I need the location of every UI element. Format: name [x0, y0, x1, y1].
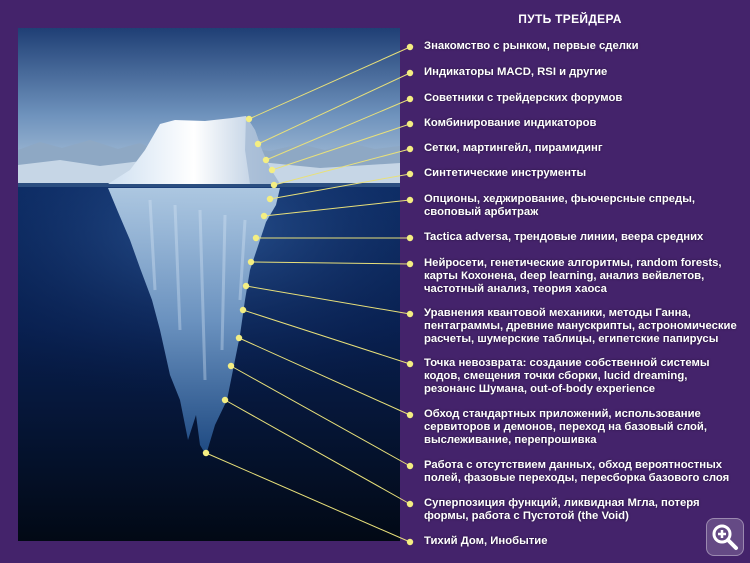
label-dot: [407, 261, 413, 267]
level-label: Сетки, мартингейл, пирамидинг: [424, 142, 603, 154]
label-dot: [407, 121, 413, 127]
iceberg-dot: [203, 450, 209, 456]
label-dot: [407, 412, 413, 418]
iceberg-dot: [240, 307, 246, 313]
iceberg-dot: [222, 397, 228, 403]
label-dot: [407, 171, 413, 177]
label-dot: [407, 70, 413, 76]
iceberg-dot: [246, 116, 252, 122]
iceberg-dot: [269, 167, 275, 173]
label-dot: [407, 311, 413, 317]
level-label: Комбинирование индикаторов: [424, 117, 597, 129]
level-label: Точка невозврата: создание собственной системы кодов, смещения точки сборки, lucid dreaming, резонанс Шумана, out-of-body experience: [424, 357, 710, 395]
iceberg-dot: [267, 196, 273, 202]
label-dot: [407, 539, 413, 545]
level-label: Tactica adversa, трендовые линии, веера средних: [424, 231, 704, 243]
level-label: Знакомство с рынком, первые сделки: [424, 40, 639, 52]
level-label: Тихий Дом, Инобытие: [424, 535, 548, 547]
diagram-title: ПУТЬ ТРЕЙДЕРА: [518, 12, 622, 26]
iceberg-dot: [261, 213, 267, 219]
iceberg-dot: [271, 182, 277, 188]
iceberg-dot: [263, 157, 269, 163]
level-label: Синтетические инструменты: [424, 167, 587, 179]
level-label: Советники с трейдерских форумов: [424, 92, 623, 104]
label-dot: [407, 197, 413, 203]
label-dot: [407, 235, 413, 241]
iceberg-dot: [236, 335, 242, 341]
label-dot: [407, 96, 413, 102]
label-dot: [407, 361, 413, 367]
level-label: Работа с отсутствием данных, обход вероятностных полей, фазовые переходы, пересборка базового слоя: [424, 459, 730, 484]
iceberg-dot: [248, 259, 254, 265]
iceberg-dot: [228, 363, 234, 369]
iceberg-dot: [255, 141, 261, 147]
label-dot: [407, 44, 413, 50]
level-label: Суперпозиция функций, ликвидная Мгла, потеря формы, работа с Пустотой (the Void): [424, 497, 700, 522]
zoom-button[interactable]: [706, 518, 744, 556]
level-label: Опционы, хеджирование, фьючерсные спреды, своповый арбитраж: [424, 193, 695, 218]
iceberg-dot: [243, 283, 249, 289]
label-dot: [407, 501, 413, 507]
level-label: Уравнения квантовой механики, методы Ганна, пентаграммы, древние манускрипты, астрономические расчеты, шумерские таблицы, египетские папирусы: [424, 307, 737, 345]
label-dot: [407, 463, 413, 469]
iceberg-dot: [253, 235, 259, 241]
level-label: Обход стандартных приложений, использование сервиторов и демонов, переход на базовый слой, выслеживание, перепрошивка: [424, 408, 708, 446]
zoom-in-icon: [707, 519, 743, 555]
level-label: Индикаторы MACD, RSI и другие: [424, 66, 608, 78]
level-label: Нейросети, генетические алгоритмы, random forests, карты Кохонена, deep learning, анализ вейвлетов, частотный анализ, теория хаоса: [424, 257, 722, 295]
label-dot: [407, 146, 413, 152]
